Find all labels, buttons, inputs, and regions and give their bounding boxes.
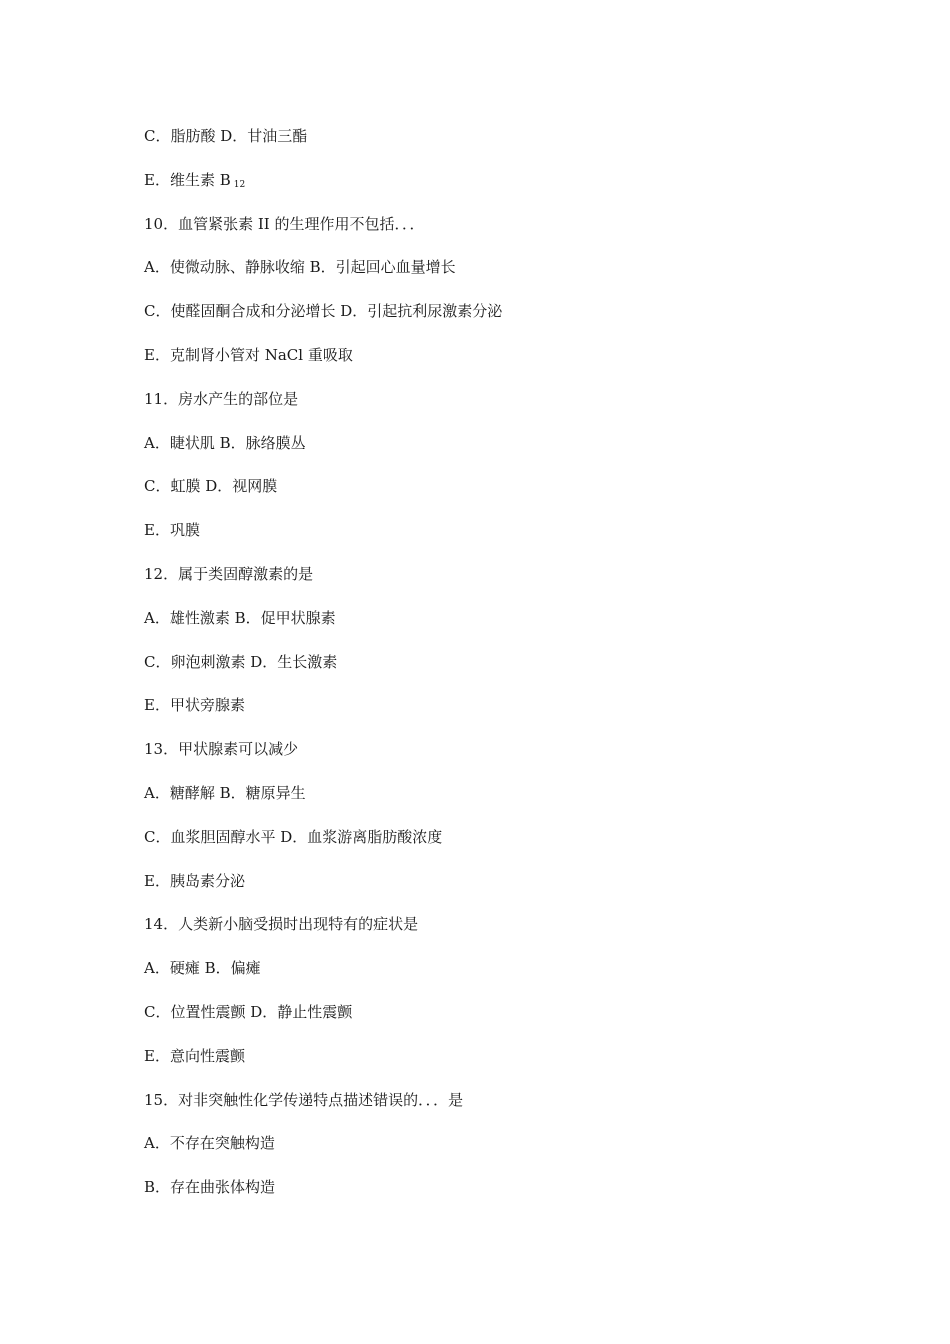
option-line: A．硬瘫 B．偏瘫: [144, 959, 261, 978]
option-line: C．虹膜 D．视网膜: [144, 477, 278, 496]
option-line: A．雄性激素 B．促甲状腺素: [144, 608, 336, 627]
question-line: 12．属于类固醇激素的是: [144, 564, 314, 583]
option-line: C．血浆胆固醇水平 D．血浆游离脂肪酸浓度: [144, 827, 443, 846]
question-line: 13．甲状腺素可以减少: [144, 740, 299, 759]
question-line: 14．人类新小脑受损时出现特有的症状是: [144, 915, 419, 934]
option-line: B．存在曲张体构造: [144, 1178, 276, 1197]
question-text-block: [144, 125, 844, 1220]
option-line: E．克制肾小管对 NaCl 重吸取: [144, 345, 353, 364]
option-line: E．意向性震颤: [144, 1046, 245, 1065]
subscript: 12: [233, 179, 246, 190]
question-line: 15．对非突触性化学传递特点描述错误的．．．是: [144, 1090, 464, 1109]
option-line: A．糖酵解 B．糖原异生: [144, 783, 306, 802]
option-line: A．睫状肌 B．脉络膜丛: [144, 433, 306, 452]
option-line: C．卵泡刺激素 D．生长激素: [144, 652, 338, 671]
option-line: A．不存在突触构造: [144, 1134, 275, 1153]
option-line: C．位置性震颤 D．静止性震颤: [144, 1002, 353, 1021]
question-line: 11．房水产生的部位是: [144, 389, 299, 408]
option-line: C．脂肪酸 D．甘油三酯: [144, 127, 308, 145]
option-line: A．使微动脉、静脉收缩 B．引起回心血量增长: [144, 258, 456, 277]
option-line: E．巩膜: [144, 521, 200, 540]
option-line: E．甲状旁腺素: [144, 696, 245, 715]
option-line: C．使醛固酮合成和分泌增长 D．引起抗利尿激素分泌: [144, 302, 503, 321]
option-line: E．维生素 B $_{12}$: [144, 170, 246, 190]
question-line: 10．血管紧张素 II 的生理作用不包括．．．: [144, 214, 425, 233]
option-line: E．胰岛素分泌: [144, 871, 245, 890]
